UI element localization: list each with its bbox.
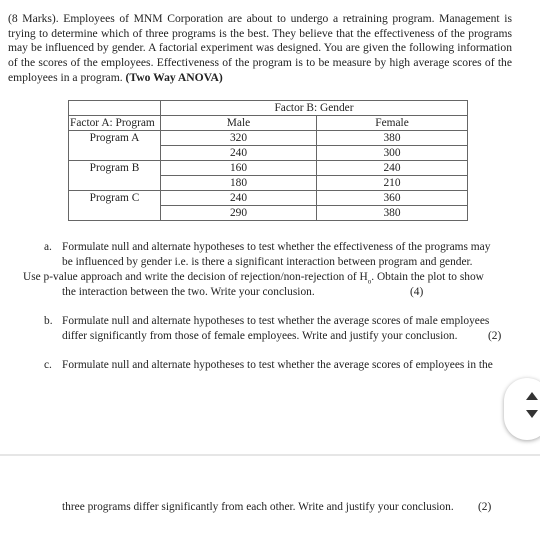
factor-a-header: Factor A: Program: [69, 116, 161, 131]
male-score: 290: [161, 206, 317, 221]
question-b-line2: differ significantly from those of female employees. Write and justify your conclusion.: [62, 330, 458, 342]
female-score: 380: [317, 206, 468, 221]
table-corner-cell: [69, 101, 161, 116]
female-score: 240: [317, 161, 468, 176]
male-score: 320: [161, 131, 317, 146]
question-a-line3-sub: o: [367, 277, 372, 286]
scroll-control[interactable]: [504, 378, 540, 440]
question-a-marks: (4): [410, 286, 424, 298]
document-page-continued: [0, 458, 540, 540]
page-break-divider: [0, 454, 540, 456]
female-header: Female: [317, 116, 468, 131]
question-a-line4: the interaction between the two. Write your conclusion.: [62, 286, 315, 298]
question-b-line1: Formulate null and alternate hypotheses to test whether the average scores of male employees: [62, 315, 490, 327]
male-score: 180: [161, 176, 317, 191]
question-c-line1: Formulate null and alternate hypotheses to test whether the average scores of employees in the: [62, 359, 493, 371]
table-row: [69, 191, 468, 206]
question-c-marks: (2): [478, 501, 492, 513]
question-a-letter: a.: [44, 241, 52, 253]
table-row: [69, 131, 468, 146]
program-label: Program A: [69, 131, 161, 161]
factor-b-header: Factor B: Gender: [161, 101, 468, 116]
chevron-down-icon[interactable]: [526, 410, 538, 418]
program-label: Program C: [69, 191, 161, 221]
male-score: 240: [161, 146, 317, 161]
female-score: 210: [317, 176, 468, 191]
intro-text: (8 Marks). Employees of MNM Corporation are about to undergo a retraining program. Management is trying to determine which of three programs is the best. They believe that the effectiveness of the programs may be influenced by gender. A factorial experiment was designed. You are given the following information of the scores of the employees. Effectiveness of the program is to be measure by high average scores of the employees in a program.: [8, 12, 512, 84]
question-c-letter: c.: [44, 359, 52, 371]
female-score: 300: [317, 146, 468, 161]
intro-bold-tail: (Two Way ANOVA): [122, 70, 223, 84]
scores-table: [68, 100, 468, 221]
question-a-line3-post: . Obtain the plot to show: [371, 271, 484, 283]
male-score: 160: [161, 161, 317, 176]
question-b-letter: b.: [44, 315, 53, 327]
male-header: Male: [161, 116, 317, 131]
intro-paragraph: [8, 12, 512, 86]
question-a-line1: Formulate null and alternate hypotheses to test whether the effectiveness of the programs may: [62, 241, 491, 253]
chevron-up-icon[interactable]: [526, 392, 538, 400]
male-score: 240: [161, 191, 317, 206]
question-a-line3-pre: Use p-value approach and write the decision of rejection/non-rejection of H: [23, 271, 368, 283]
question-a-line2: be influenced by gender i.e. is there a significant interaction between program and gender.: [62, 256, 473, 268]
question-b-marks: (2): [488, 330, 502, 342]
program-label: Program B: [69, 161, 161, 191]
female-score: 360: [317, 191, 468, 206]
female-score: 380: [317, 131, 468, 146]
question-c-line2: three programs differ significantly from each other. Write and justify your conclusion.: [62, 501, 454, 513]
table-header-row: [69, 101, 468, 116]
table-subheader-row: [69, 116, 468, 131]
table-row: [69, 161, 468, 176]
